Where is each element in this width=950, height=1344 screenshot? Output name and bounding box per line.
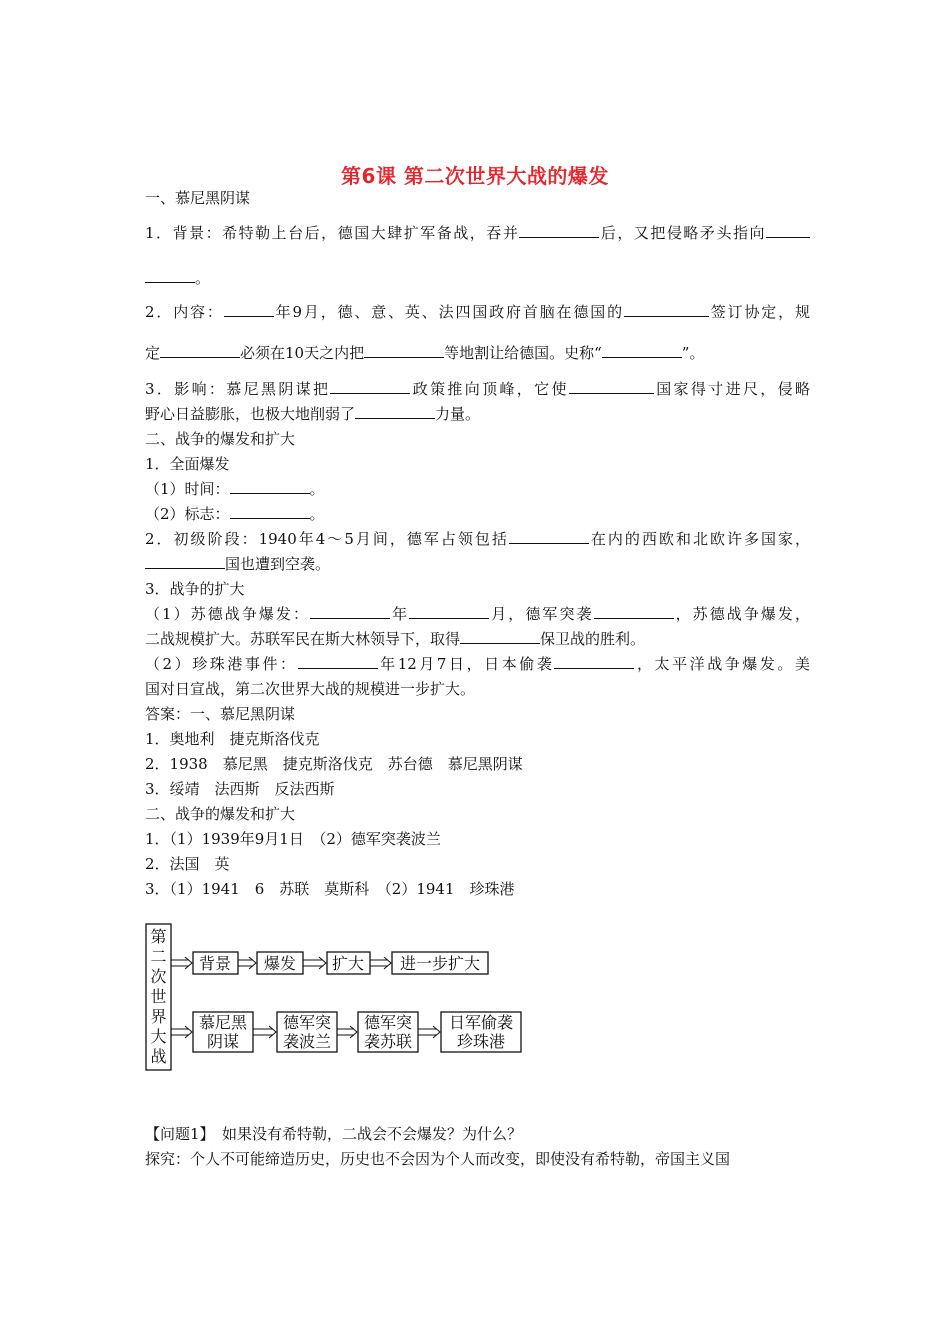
fill-blank [569,377,654,394]
label-ussr-2: 袭苏联 [363,1032,413,1051]
fill-blank [224,300,274,317]
concept-diagram [145,922,535,1072]
section2-item3b-cont: 国对日宣战，第二次世界大战的规模进一步扩大。 [145,680,476,698]
answer-line: 2．法国 英 [145,855,230,873]
label-outbreak: 爆发 [263,954,297,973]
fill-blank [602,341,682,358]
fill-blank [230,502,310,519]
section1-heading: 一、慕尼黑阴谋 [145,189,251,207]
fill-blank [509,527,589,544]
label-expand: 扩大 [331,954,365,973]
label-further-expand: 进一步扩大 [399,954,481,973]
root-char: 次 [150,967,167,986]
fill-blank [145,552,225,569]
section1-line1: 1．背景：希特勒上台后，德国大肆扩军备战，吞并 后，又把侵略矛头指向 [145,221,810,245]
section2-item1: 1．全面爆发 [145,455,230,473]
answers-heading: 答案：一、慕尼黑阴谋 [145,705,296,723]
root-char: 界 [150,1007,167,1026]
label-munich-1: 慕尼黑 [198,1013,248,1032]
section2-item1b: （2）标志： 。 [145,502,810,526]
section1-line2: 2．内容： 年9月，德、意、英、法四国政府首脑在德国的 签订协定，规 [145,300,810,324]
section2-item3a: （1）苏德战争爆发： 年 月，德军突袭 ，苏德战争爆发， [145,602,810,626]
fill-blank [298,652,378,669]
fill-blank [460,627,540,644]
section2-item3b: （2）珍珠港事件： 年12月7日，日本偷袭 ，太平洋战争爆发。美 [145,652,810,676]
fill-blank [766,221,810,238]
section2-item3a-cont: 二战规模扩大。苏联军民在斯大林领导下，取得 保卫战的胜利。 [145,627,810,651]
answers-heading-2: 二、战争的爆发和扩大 [145,805,296,823]
section1-line4: 3．影响：慕尼黑阴谋把 政策推向顶峰，它使 国家得寸进尺，侵略 [145,377,810,401]
label-pearl-2: 珍珠港 [456,1032,506,1051]
root-char: 第 [150,927,167,946]
answer-line: 1．奥地利 捷克斯洛伐克 [145,730,320,748]
root-char: 世 [150,987,167,1006]
fill-blank [409,602,489,619]
root-char: 二 [150,947,167,966]
answer-line: 2．1938 慕尼黑 捷克斯洛伐克 苏台德 慕尼黑阴谋 [145,755,523,773]
label-munich-2: 阴谋 [206,1032,240,1051]
section2-item3: 3．战争的扩大 [145,580,245,598]
fill-blank [230,477,310,494]
section1-line1-cont: 。 [145,266,810,290]
label-poland-1: 德军突 [282,1013,332,1032]
root-char: 大 [150,1027,167,1046]
fill-blank [624,300,709,317]
root-char: 战 [150,1047,167,1066]
question-1: 【问题1】 如果没有希特勒，二战会不会爆发？为什么？ [145,1125,523,1143]
fill-blank [310,602,390,619]
section2-heading: 二、战争的爆发和扩大 [145,430,296,448]
root-label [150,927,166,1066]
label-pearl-1: 日军偷袭 [448,1013,514,1032]
fill-blank [594,602,674,619]
answer-line: 3．（1）1941 6 苏联 莫斯科 （2）1941 珍珠港 [145,880,515,898]
section2-item2-cont: 国也遭到空袭。 [145,552,810,576]
label-ussr-1: 德军突 [363,1013,413,1032]
page-title: 第6课 第二次世界大战的爆发 [341,164,609,188]
fill-blank [330,377,410,394]
label-background: 背景 [198,954,232,973]
section2-item2: 2．初级阶段：1940年4～5月间，德军占领包括 在内的西欧和北欧许多国家， [145,527,810,551]
explore-text: 探究：个人不可能缔造历史，历史也不会因为个人而改变，即使没有希特勒，帝国主义国 [145,1150,731,1168]
answer-line: 3．绥靖 法西斯 反法西斯 [145,780,335,798]
fill-blank [160,341,240,358]
answer-line: 1．（1）1939年9月1日 （2）德军突袭波兰 [145,830,441,848]
section1-line5: 野心日益膨胀，也极大地削弱了 力量。 [145,402,810,426]
fill-blank [554,652,634,669]
fill-blank [355,402,435,419]
section2-item1a: （1）时间： 。 [145,477,810,501]
fill-blank [364,341,444,358]
label-poland-2: 袭波兰 [282,1032,332,1051]
fill-blank [519,221,599,238]
section1-line3: 定 必须在10天之内把 等地割让给德国。史称“ ”。 [145,341,810,365]
fill-blank [145,266,195,283]
